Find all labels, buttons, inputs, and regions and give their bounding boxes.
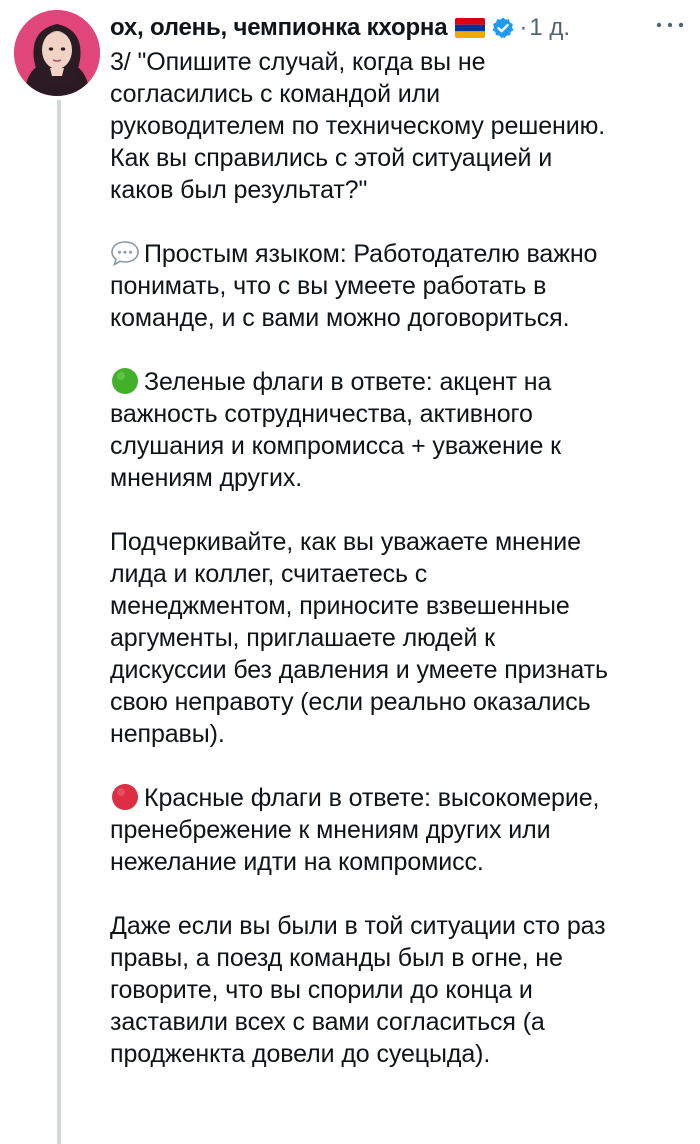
meta-separator: · [519, 14, 528, 41]
more-options-icon[interactable] [650, 10, 690, 40]
green-circle-emoji [110, 366, 140, 396]
avatar[interactable] [14, 10, 100, 96]
paragraph-text: Подчеркивайте, как вы уважаете мнение лида и коллег, считаетесь с менеджментом, приносите взвешенные аргументы, приглашаете людей к дискуссии без давления и умеете признать свою неправоту (если реально оказались неправы). [110, 528, 608, 748]
paragraph-text: Зеленые флаги в ответе: акцент на важность сотрудничества, активного слушания и компромисса + уважение к мнениям других. [110, 368, 562, 492]
verified-badge-icon[interactable] [491, 16, 515, 40]
timestamp[interactable]: 1 д. [529, 14, 571, 41]
paragraph-text: Красные флаги в ответе: высокомерие, пренебрежение к мнениям других или нежелание идти на компромисс. [110, 784, 600, 876]
avatar-image [14, 10, 100, 96]
tweet-paragraph-simple-language [110, 238, 695, 334]
author-display-name[interactable]: ох, олень, чемпионка кхорна [110, 14, 448, 41]
red-circle-emoji [110, 782, 140, 812]
tweet-paragraph-warning [110, 910, 695, 1070]
tweet-header [110, 10, 690, 46]
tweet-paragraph-advice [110, 526, 695, 750]
tweet-paragraph-question [110, 46, 695, 206]
thread-line [57, 100, 61, 1144]
paragraph-text: 3/ "Опишите случай, когда вы не согласились с командой или руководителем по техническому решению. Как вы справились с этой ситуацией и каков был результат?" [110, 48, 606, 204]
paragraph-text: Простым языком: Работодателю важно понимать, что с вы умеете работать в команде, и с вами можно договориться. [110, 240, 598, 332]
tweet-paragraph-red-flags [110, 782, 695, 878]
paragraph-text: Даже если вы были в той ситуации сто раз правы, а поезд команды был в огне, не говорите, что вы спорили до конца и заставили всех с вами согласиться (а продженкта довели до суецыда). [110, 912, 606, 1068]
tweet-text [110, 46, 695, 1102]
speech-bubble-emoji [110, 238, 140, 268]
armenia-flag-icon [455, 18, 485, 38]
tweet-paragraph-green-flags [110, 366, 695, 494]
